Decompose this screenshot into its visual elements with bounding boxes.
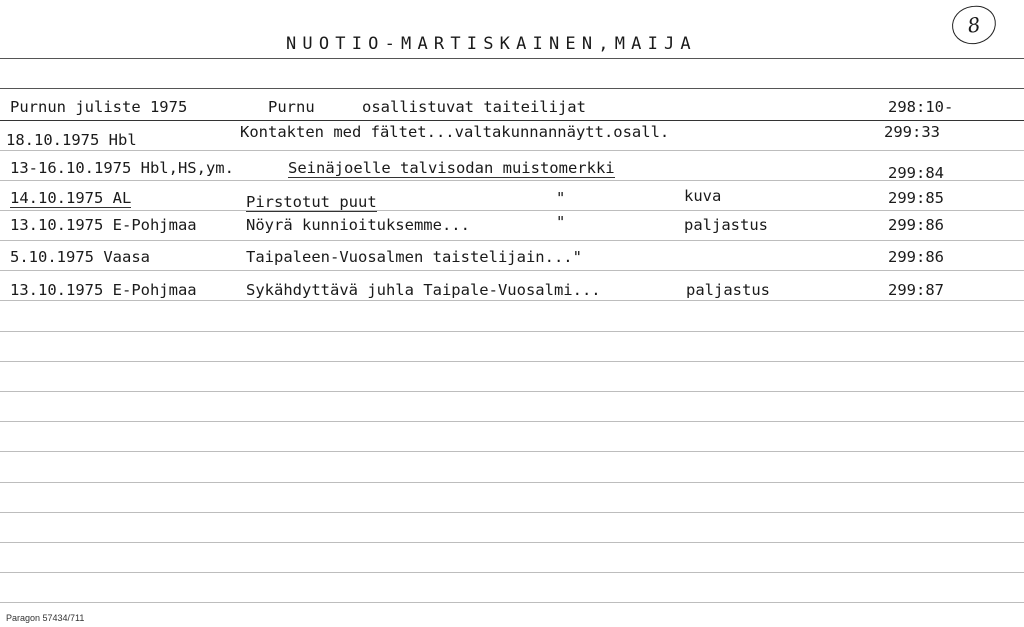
entry-note: kuva	[684, 187, 722, 205]
entry-note: paljastus	[686, 281, 770, 299]
ruled-line	[0, 391, 1024, 392]
entry-title: Taipaleen-Vuosalmen taistelijain..."	[246, 248, 582, 266]
entry-title: Nöyrä kunnioituksemme...	[246, 216, 470, 234]
entry-ref: 299:87	[888, 281, 944, 299]
card-title: NUOTIO-MARTISKAINEN,MAIJA	[286, 34, 697, 54]
entry-ditto: "	[556, 213, 566, 231]
entry-note: paljastus	[684, 216, 768, 234]
entry-date-source: 13.10.1975 E-Pohjmaa	[10, 216, 197, 234]
ruled-line	[0, 240, 1024, 241]
ruled-line	[0, 602, 1024, 603]
entry-date-source: 13-16.10.1975 Hbl,HS,ym.	[10, 159, 234, 177]
ruled-line	[0, 572, 1024, 573]
print-code: Paragon 57434/711	[6, 613, 85, 623]
entry-date-source: 14.10.1975 AL	[10, 189, 132, 207]
ruled-line	[0, 451, 1024, 452]
entry-ref: 299:33	[884, 123, 940, 141]
entry-date-source: 5.10.1975 Vaasa	[10, 248, 150, 266]
entry-row	[0, 189, 1024, 211]
ruled-line	[0, 150, 1024, 151]
entry-ref: 298:10-	[888, 98, 954, 116]
ruled-line	[0, 421, 1024, 422]
entry-row	[0, 98, 1024, 121]
ruled-line	[0, 270, 1024, 271]
header-rule-lower	[0, 88, 1024, 89]
ruled-line	[0, 512, 1024, 513]
entry-date-source: 18.10.1975 Hbl	[6, 131, 137, 149]
entry-ref: 299:84	[888, 164, 944, 182]
entry-title: Seinäjoelle talvisodan muistomerkki	[288, 159, 615, 177]
entry-title: Pirstotut puut	[246, 193, 377, 211]
ruled-line	[0, 542, 1024, 543]
ruled-line	[0, 361, 1024, 362]
page-number-circle: 8	[950, 3, 999, 47]
entry-row	[0, 159, 1024, 181]
ruled-line	[0, 482, 1024, 483]
header-rule	[0, 58, 1024, 59]
entry-date-source: 13.10.1975 E-Pohjmaa	[10, 281, 197, 299]
entry-ref: 299:86	[888, 248, 944, 266]
ruled-line	[0, 331, 1024, 332]
entry-row	[0, 213, 1024, 238]
entry-title: Kontakten med fältet...valtakunnannäytt.osall.	[240, 123, 670, 141]
entry-row	[0, 248, 1024, 270]
entry-row	[0, 123, 1024, 149]
entry-title: Sykähdyttävä juhla Taipale-Vuosalmi...	[246, 281, 601, 299]
entry-row	[0, 281, 1024, 303]
entry-date-source: Purnun juliste 1975	[10, 98, 188, 116]
entry-title: osallistuvat taiteilijat	[362, 98, 586, 116]
entry-ref: 299:86	[888, 216, 944, 234]
entry-place: Purnu	[268, 98, 315, 116]
entry-ref: 299:85	[888, 189, 944, 207]
entry-ditto: "	[556, 189, 566, 207]
